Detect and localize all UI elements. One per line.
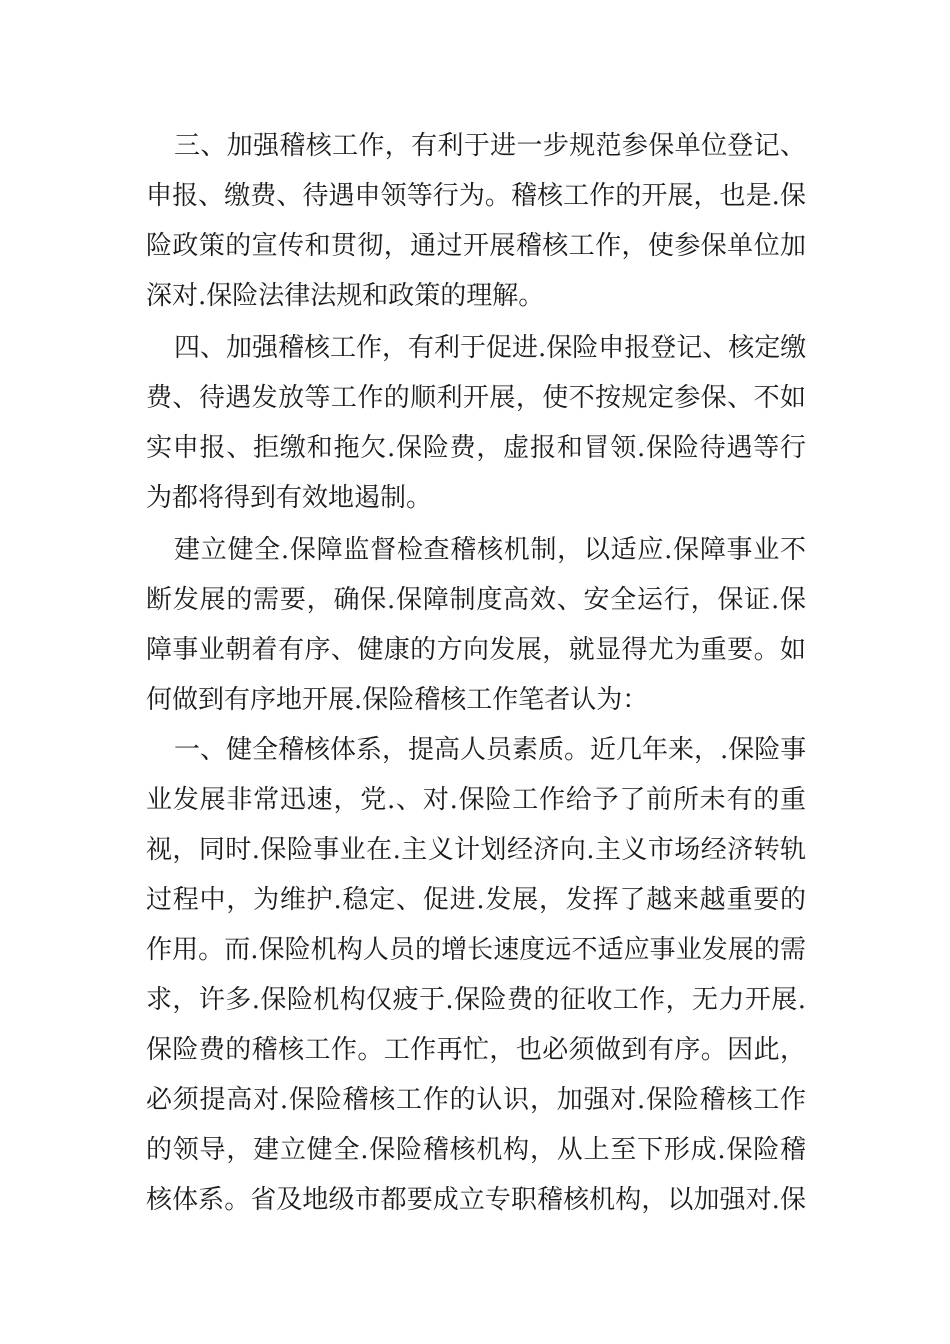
paragraph-line: 费、待遇发放等工作的顺利开展，使不按规定参保、不如 (146, 383, 806, 413)
paragraph-line: 断发展的需要，确保.保障制度高效、安全运行，保证.保 (146, 585, 806, 615)
paragraph-line: 深对.保险法律法规和政策的理解。 (146, 281, 545, 311)
paragraph-line: 障事业朝着有序、健康的方向发展，就显得尤为重要。如 (146, 635, 806, 665)
paragraph-line: 实申报、拒缴和拖欠.保险费，虚报和冒领.保险待遇等行 (146, 433, 806, 463)
paragraph-line: 的领导，建立健全.保险稽核机构，从上至下形成.保险稽 (146, 1135, 806, 1165)
paragraph-line: 求，许多.保险机构仅疲于.保险费的征收工作，无力开展. (146, 985, 806, 1015)
paragraph-line: 视，同时.保险事业在.主义计划经济向.主义市场经济转轨 (146, 835, 806, 865)
paragraph-line: 作用。而.保险机构人员的增长速度远不适应事业发展的需 (146, 935, 806, 965)
paragraph-line: 四、加强稽核工作，有利于促进.保险申报登记、核定缴 (174, 333, 807, 363)
paragraph-line: 保险费的稽核工作。工作再忙，也必须做到有序。因此， (146, 1035, 806, 1065)
paragraph-line: 一、健全稽核体系，提高人员素质。近几年来，.保险事 (174, 735, 807, 765)
paragraph-line: 三、加强稽核工作，有利于进一步规范参保单位登记、 (174, 131, 806, 161)
paragraph-line: 过程中，为维护.稳定、促进.发展，发挥了越来越重要的 (146, 885, 806, 915)
paragraph-line: 何做到有序地开展.保险稽核工作笔者认为： (146, 685, 649, 715)
paragraph-line: 核体系。省及地级市都要成立专职稽核机构，以加强对.保 (146, 1185, 806, 1215)
paragraph-line: 险政策的宣传和贯彻，通过开展稽核工作，使参保单位加 (146, 231, 806, 261)
paragraph-line: 为都将得到有效地遏制。 (146, 483, 433, 513)
paragraph-line: 申报、缴费、待遇申领等行为。稽核工作的开展，也是.保 (146, 181, 806, 211)
paragraph-line: 必须提高对.保险稽核工作的认识，加强对.保险稽核工作 (146, 1085, 806, 1115)
paragraph-line: 建立健全.保障监督检查稽核机制，以适应.保障事业不 (174, 535, 806, 565)
paragraph-line: 业发展非常迅速，党.、对.保险工作给予了前所未有的重 (146, 785, 806, 815)
